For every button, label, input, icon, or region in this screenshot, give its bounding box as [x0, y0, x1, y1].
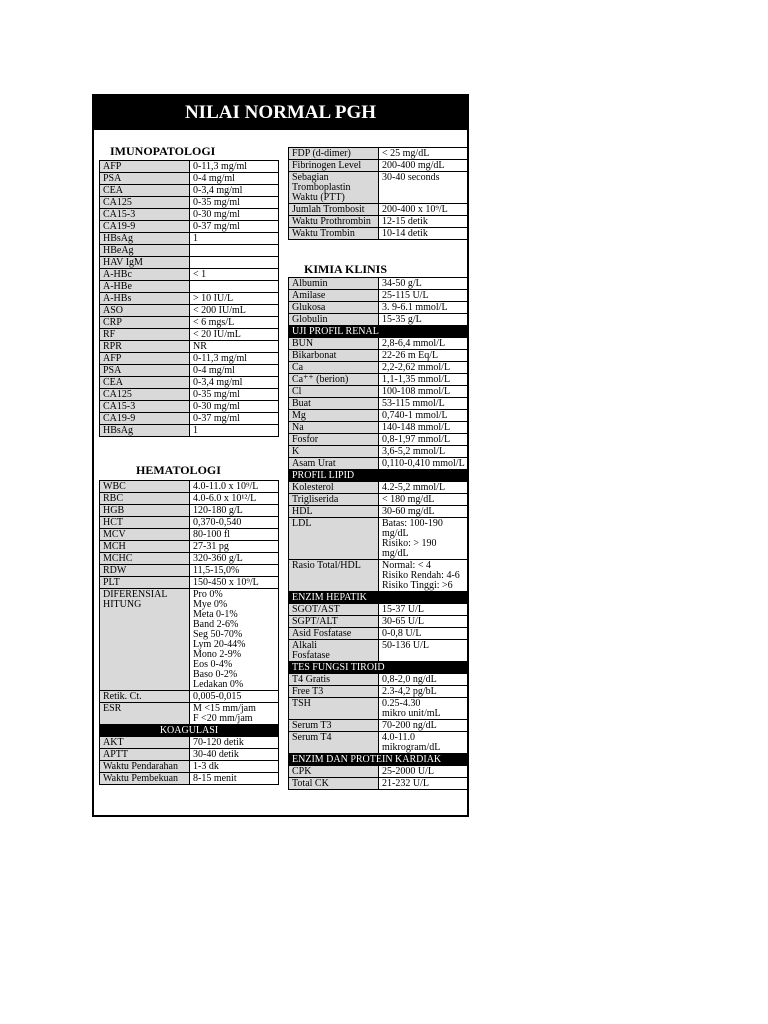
table-row: [100, 233, 279, 245]
kimia-klinis-table: [288, 277, 468, 790]
table-row: [289, 458, 468, 470]
parameter-name: HBeAg: [100, 245, 190, 257]
table-row: [100, 577, 279, 589]
parameter-name: Serum T4: [289, 732, 379, 754]
normal-value: 0,005-0,015: [190, 691, 279, 703]
table-row: [100, 209, 279, 221]
table-row: [289, 398, 468, 410]
table-row: [289, 160, 468, 172]
normal-value: 200-400 mg/dL: [379, 160, 468, 172]
parameter-name: Ca⁺⁺ (berion): [289, 374, 379, 386]
table-row: [100, 377, 279, 389]
normal-value: 0-35 mg/ml: [190, 197, 279, 209]
parameter-name: AFP: [100, 353, 190, 365]
parameter-name: K: [289, 446, 379, 458]
parameter-name: RF: [100, 329, 190, 341]
table-row: [289, 228, 468, 240]
parameter-name: CA19-9: [100, 413, 190, 425]
parameter-name: CA15-3: [100, 209, 190, 221]
parameter-name: AKT: [100, 737, 190, 749]
normal-value: 30-60 mg/dL: [379, 506, 468, 518]
section-header-row: [289, 592, 468, 604]
parameter-name: Albumin: [289, 278, 379, 290]
parameter-name: CA125: [100, 197, 190, 209]
table-row: [289, 374, 468, 386]
parameter-name: CEA: [100, 377, 190, 389]
normal-value: 0,370-0,540: [190, 517, 279, 529]
section-header: ENZIM HEPATIK: [289, 592, 468, 604]
normal-value: < 1: [190, 269, 279, 281]
normal-value: 21-232 U/L: [379, 778, 468, 790]
table-row: [100, 737, 279, 749]
normal-value: Pro 0% Mye 0% Meta 0-1% Band 2-6% Seg 50-70% Lym 20-44% Mono 2-9% Eos 0-4% Baso 0-2% Ledakan 0%: [190, 589, 279, 691]
parameter-name: Total CK: [289, 778, 379, 790]
normal-value: 25-115 U/L: [379, 290, 468, 302]
normal-value: 70-120 detik: [190, 737, 279, 749]
normal-value: 0-35 mg/ml: [190, 389, 279, 401]
normal-value: 0-11,3 mg/ml: [190, 161, 279, 173]
table-row: [100, 245, 279, 257]
normal-value: < 25 mg/dL: [379, 148, 468, 160]
section-header: ENZIM DAN PROTEIN KARDIAK: [289, 754, 468, 766]
parameter-name: Buat: [289, 398, 379, 410]
parameter-name: Alkali Fosfatase: [289, 640, 379, 662]
normal-value: 0,740-1 mmol/L: [379, 410, 468, 422]
normal-value: 3. 9-6.1 mmol/L: [379, 302, 468, 314]
section-header-row: [289, 470, 468, 482]
normal-value: 120-180 g/L: [190, 505, 279, 517]
parameter-name: T4 Gratis: [289, 674, 379, 686]
table-row: [100, 317, 279, 329]
table-row: [289, 314, 468, 326]
normal-value: 8-15 menit: [190, 773, 279, 785]
parameter-name: SGOT/AST: [289, 604, 379, 616]
table-row: [100, 365, 279, 377]
normal-value: 0-4 mg/ml: [190, 173, 279, 185]
table-row: [289, 494, 468, 506]
parameter-name: HAV IgM: [100, 257, 190, 269]
parameter-name: Fibrinogen Level: [289, 160, 379, 172]
table-row: [100, 257, 279, 269]
table-row: [289, 720, 468, 732]
normal-value: 53-115 mmol/L: [379, 398, 468, 410]
table-row: [100, 197, 279, 209]
table-row: [100, 589, 279, 691]
hematologi-table: [99, 480, 279, 785]
normal-value: M <15 mm/jam F <20 mm/jam: [190, 703, 279, 725]
parameter-name: Globulin: [289, 314, 379, 326]
parameter-name: RPR: [100, 341, 190, 353]
parameter-name: HBsAg: [100, 425, 190, 437]
normal-value: < 6 mgs/L: [190, 317, 279, 329]
parameter-name: MCH: [100, 541, 190, 553]
normal-value: 70-200 ng/dL: [379, 720, 468, 732]
table-row: [289, 290, 468, 302]
parameter-name: HGB: [100, 505, 190, 517]
parameter-name: Waktu Prothrombin: [289, 216, 379, 228]
normal-value: 25-2000 U/L: [379, 766, 468, 778]
normal-value: 2,2-2,62 mmol/L: [379, 362, 468, 374]
parameter-name: RBC: [100, 493, 190, 505]
normal-value: 0-0,8 U/L: [379, 628, 468, 640]
table-row: [100, 329, 279, 341]
imunopatologi-heading: IMUNOPATOLOGI: [110, 144, 216, 158]
koagulasi-heading-row: [100, 725, 279, 737]
section-header: PROFIL LIPID: [289, 470, 468, 482]
table-row: [100, 161, 279, 173]
table-row: [289, 422, 468, 434]
normal-value: 15-37 U/L: [379, 604, 468, 616]
normal-value: 1-3 dk: [190, 761, 279, 773]
parameter-name: Jumlah Trombosit: [289, 204, 379, 216]
parameter-name: Retik. Ct.: [100, 691, 190, 703]
table-row: [289, 302, 468, 314]
parameter-name: CEA: [100, 185, 190, 197]
table-row: [289, 350, 468, 362]
parameter-name: CA19-9: [100, 221, 190, 233]
normal-value: 34-50 g/L: [379, 278, 468, 290]
normal-value: 200-400 x 10⁹/L: [379, 204, 468, 216]
normal-value: 0,8-2,0 ng/dL: [379, 674, 468, 686]
table-row: [289, 278, 468, 290]
normal-value: 4.2-5,2 mmol/L: [379, 482, 468, 494]
page-title: NILAI NORMAL PGH: [94, 96, 467, 130]
parameter-name: TSH: [289, 698, 379, 720]
normal-value: 0,110-0,410 mmol/L: [379, 458, 468, 470]
table-row: [289, 640, 468, 662]
parameter-name: LDL: [289, 518, 379, 560]
table-row: [289, 616, 468, 628]
parameter-name: MCHC: [100, 553, 190, 565]
normal-value: 2.3-4,2 pg/bL: [379, 686, 468, 698]
table-row: [289, 698, 468, 720]
table-row: [289, 216, 468, 228]
parameter-name: APTT: [100, 749, 190, 761]
normal-value: 4.0-11.0 mikrogram/dL: [379, 732, 468, 754]
reference-sheet: [92, 94, 469, 817]
normal-value: 0-3,4 mg/ml: [190, 185, 279, 197]
parameter-name: Trigliserida: [289, 494, 379, 506]
table-row: [289, 732, 468, 754]
table-row: [100, 173, 279, 185]
table-row: [100, 749, 279, 761]
table-row: [100, 493, 279, 505]
parameter-name: PLT: [100, 577, 190, 589]
normal-value: 30-40 seconds: [379, 172, 468, 204]
parameter-name: PSA: [100, 365, 190, 377]
table-row: [100, 305, 279, 317]
table-row: [289, 446, 468, 458]
parameter-name: Waktu Pendarahan: [100, 761, 190, 773]
normal-value: < 180 mg/dL: [379, 494, 468, 506]
normal-value: Batas: 100-190 mg/dL Risiko: > 190 mg/dL: [379, 518, 468, 560]
parameter-name: Bikarbonat: [289, 350, 379, 362]
normal-value: 27-31 pg: [190, 541, 279, 553]
parameter-name: WBC: [100, 481, 190, 493]
table-row: [100, 293, 279, 305]
parameter-name: Rasio Total/HDL: [289, 560, 379, 592]
table-row: [100, 565, 279, 577]
parameter-name: A-HBe: [100, 281, 190, 293]
normal-value: [190, 281, 279, 293]
table-row: [289, 362, 468, 374]
hematologi-heading: HEMATOLOGI: [136, 463, 221, 477]
normal-value: 80-100 fl: [190, 529, 279, 541]
parameter-name: Waktu Trombin: [289, 228, 379, 240]
parameter-name: HDL: [289, 506, 379, 518]
table-row: [100, 773, 279, 785]
parameter-name: CRP: [100, 317, 190, 329]
table-row: [289, 766, 468, 778]
table-row: [100, 541, 279, 553]
normal-value: 4.0-11.0 x 10⁹/L: [190, 481, 279, 493]
parameter-name: PSA: [100, 173, 190, 185]
table-row: [100, 221, 279, 233]
section-header: UJI PROFIL RENAL: [289, 326, 468, 338]
table-row: [289, 148, 468, 160]
normal-value: 30-65 U/L: [379, 616, 468, 628]
table-row: [100, 185, 279, 197]
normal-value: 0-30 mg/ml: [190, 209, 279, 221]
table-row: [100, 353, 279, 365]
parameter-name: RDW: [100, 565, 190, 577]
parameter-name: MCV: [100, 529, 190, 541]
normal-value: 0,8-1,97 mmol/L: [379, 434, 468, 446]
normal-value: 4.0-6.0 x 10¹²/L: [190, 493, 279, 505]
parameter-name: Fosfor: [289, 434, 379, 446]
parameter-name: Kolesterol: [289, 482, 379, 494]
parameter-name: DIFERENSIAL HITUNG: [100, 589, 190, 691]
table-row: [100, 553, 279, 565]
normal-value: 0-3,4 mg/ml: [190, 377, 279, 389]
normal-value: 0.25-4.30 mikro unit/mL: [379, 698, 468, 720]
normal-value: 10-14 detik: [379, 228, 468, 240]
normal-value: 0-37 mg/ml: [190, 221, 279, 233]
normal-value: 320-360 g/L: [190, 553, 279, 565]
normal-value: 1,1-1,35 mmol/L: [379, 374, 468, 386]
normal-value: 140-148 mmol/L: [379, 422, 468, 434]
parameter-name: FDP (d-dimer): [289, 148, 379, 160]
parameter-name: A-HBc: [100, 269, 190, 281]
normal-value: 1: [190, 233, 279, 245]
table-row: [100, 481, 279, 493]
table-row: [289, 686, 468, 698]
parameter-name: ESR: [100, 703, 190, 725]
koagulasi-heading: KOAGULASI: [100, 725, 279, 737]
parameter-name: BUN: [289, 338, 379, 350]
table-row: [289, 674, 468, 686]
normal-value: 15-35 g/L: [379, 314, 468, 326]
table-row: [289, 604, 468, 616]
normal-value: Normal: < 4 Risiko Rendah: 4-6 Risiko Tinggi: >6: [379, 560, 468, 592]
parameter-name: CA15-3: [100, 401, 190, 413]
table-row: [289, 778, 468, 790]
table-row: [100, 413, 279, 425]
table-row: [100, 341, 279, 353]
table-row: [100, 517, 279, 529]
imunopatologi-table: [99, 160, 279, 437]
parameter-name: Ca: [289, 362, 379, 374]
table-row: [100, 691, 279, 703]
table-row: [289, 628, 468, 640]
parameter-name: Free T3: [289, 686, 379, 698]
normal-value: NR: [190, 341, 279, 353]
normal-value: 30-40 detik: [190, 749, 279, 761]
table-row: [100, 703, 279, 725]
parameter-name: Asid Fosfatase: [289, 628, 379, 640]
table-row: [289, 518, 468, 560]
table-row: [289, 410, 468, 422]
table-row: [100, 389, 279, 401]
parameter-name: HBsAg: [100, 233, 190, 245]
normal-value: 50-136 U/L: [379, 640, 468, 662]
normal-value: 3,6-5,2 mmol/L: [379, 446, 468, 458]
normal-value: < 20 IU/mL: [190, 329, 279, 341]
parameter-name: SGPT/ALT: [289, 616, 379, 628]
normal-value: 0-4 mg/ml: [190, 365, 279, 377]
kimia-klinis-heading: KIMIA KLINIS: [304, 262, 388, 276]
normal-value: 150-450 x 10⁹/L: [190, 577, 279, 589]
parameter-name: A-HBs: [100, 293, 190, 305]
normal-value: < 200 IU/mL: [190, 305, 279, 317]
table-row: [289, 204, 468, 216]
table-row: [289, 560, 468, 592]
table-row: [100, 529, 279, 541]
parameter-name: Na: [289, 422, 379, 434]
parameter-name: Amilase: [289, 290, 379, 302]
parameter-name: ASO: [100, 305, 190, 317]
table-row: [289, 338, 468, 350]
section-header-row: [289, 662, 468, 674]
normal-value: 22-26 m Eq/L: [379, 350, 468, 362]
parameter-name: Cl: [289, 386, 379, 398]
normal-value: 1: [190, 425, 279, 437]
table-row: [289, 506, 468, 518]
parameter-name: CA125: [100, 389, 190, 401]
normal-value: 11,5-15,0%: [190, 565, 279, 577]
parameter-name: Sebagian Tromboplastin Waktu (PTT): [289, 172, 379, 204]
table-row: [100, 761, 279, 773]
table-row: [289, 386, 468, 398]
parameter-name: HCT: [100, 517, 190, 529]
table-row: [289, 172, 468, 204]
normal-value: [190, 257, 279, 269]
table-row: [100, 505, 279, 517]
normal-value: > 10 IU/L: [190, 293, 279, 305]
parameter-name: AFP: [100, 161, 190, 173]
parameter-name: Waktu Pembekuan: [100, 773, 190, 785]
normal-value: 12-15 detik: [379, 216, 468, 228]
table-row: [289, 434, 468, 446]
parameter-name: Mg: [289, 410, 379, 422]
parameter-name: CPK: [289, 766, 379, 778]
table-row: [100, 401, 279, 413]
table-row: [100, 425, 279, 437]
section-header: TES FUNGSI TIROID: [289, 662, 468, 674]
section-header-row: [289, 754, 468, 766]
normal-value: 0-37 mg/ml: [190, 413, 279, 425]
table-row: [289, 482, 468, 494]
normal-value: 0-30 mg/ml: [190, 401, 279, 413]
table-row: [100, 269, 279, 281]
table-row: [100, 281, 279, 293]
parameter-name: Asam Urat: [289, 458, 379, 470]
normal-value: 0-11,3 mg/ml: [190, 353, 279, 365]
normal-value: [190, 245, 279, 257]
normal-value: 100-108 mmol/L: [379, 386, 468, 398]
coagulation-table: [288, 147, 468, 240]
section-header-row: [289, 326, 468, 338]
parameter-name: Glukosa: [289, 302, 379, 314]
normal-value: 2,8-6,4 mmol/L: [379, 338, 468, 350]
parameter-name: Serum T3: [289, 720, 379, 732]
